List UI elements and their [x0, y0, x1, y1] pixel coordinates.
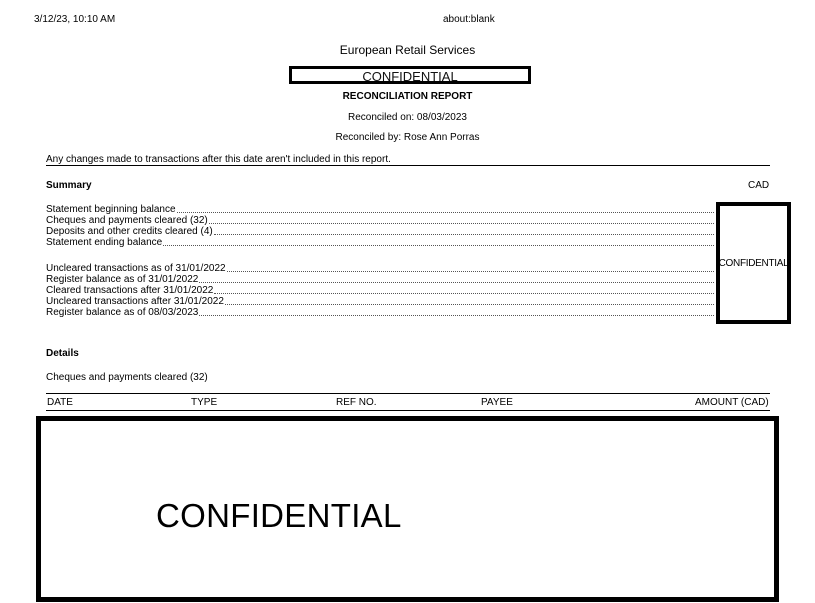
- summary-row: [46, 307, 714, 318]
- column-header-payee: PAYEE: [481, 397, 513, 408]
- reconciled-by: Reconciled by: Rose Ann Porras: [335, 132, 480, 143]
- summary-row: [46, 215, 714, 226]
- redaction-box-summary: [716, 202, 791, 324]
- summary-row-label: Uncleared transactions after 31/01/2022: [46, 296, 224, 307]
- report-notice: Any changes made to transactions after this date aren't included in this report.: [46, 154, 391, 165]
- summary-row: [46, 296, 714, 307]
- column-header-amount: AMOUNT (CAD): [695, 397, 769, 408]
- redaction-label: CONFIDENTIAL: [156, 497, 402, 534]
- summary-row-label: Cheques and payments cleared (32): [46, 215, 208, 226]
- summary-row: [46, 204, 714, 215]
- redaction-label: CONFIDENTIAL: [718, 257, 789, 269]
- column-header-date: DATE: [47, 397, 73, 408]
- leader-dots: [199, 274, 714, 283]
- leader-dots: [209, 215, 714, 224]
- redaction-box-details: [36, 416, 779, 602]
- details-subheading: Cheques and payments cleared (32): [46, 372, 208, 383]
- table-header-divider: [46, 410, 770, 411]
- summary-row-label: Statement beginning balance: [46, 204, 176, 215]
- summary-heading: Summary: [46, 180, 92, 191]
- leader-dots: [214, 226, 714, 235]
- summary-row-label: Deposits and other credits cleared (4): [46, 226, 213, 237]
- summary-row-label: Statement ending balance: [46, 237, 163, 248]
- leader-dots: [177, 204, 714, 213]
- summary-row: [46, 274, 714, 285]
- leader-dots: [227, 263, 714, 272]
- summary-row: [46, 285, 714, 296]
- column-header-ref-no: REF NO.: [336, 397, 377, 408]
- redaction-label: CONFIDENTIAL: [362, 69, 458, 84]
- leader-dots: [225, 296, 714, 305]
- table-top-divider: [46, 393, 770, 394]
- summary-row: [46, 263, 714, 274]
- summary-row-label: Register balance as of 31/01/2022: [46, 274, 199, 285]
- summary-row: [46, 226, 714, 237]
- summary-row: [46, 237, 714, 248]
- print-url: about:blank: [443, 14, 495, 25]
- summary-row-label: Cleared transactions after 31/01/2022: [46, 285, 214, 296]
- print-datetime: 3/12/23, 10:10 AM: [34, 14, 116, 25]
- summary-row-label: Register balance as of 08/03/2023: [46, 307, 199, 318]
- redaction-box-top: [289, 66, 531, 84]
- leader-dots: [199, 307, 714, 316]
- currency-label: CAD: [748, 180, 770, 191]
- summary-row-label: Uncleared transactions as of 31/01/2022: [46, 263, 226, 274]
- report-title: RECONCILIATION REPORT: [342, 91, 473, 102]
- column-header-type: TYPE: [191, 397, 218, 408]
- reconciled-on: Reconciled on: 08/03/2023: [348, 112, 467, 123]
- notice-divider: [46, 165, 770, 166]
- leader-dots: [214, 285, 714, 294]
- details-heading: Details: [46, 348, 79, 359]
- company-name: European Retail Services: [339, 43, 476, 57]
- leader-dots: [163, 237, 714, 246]
